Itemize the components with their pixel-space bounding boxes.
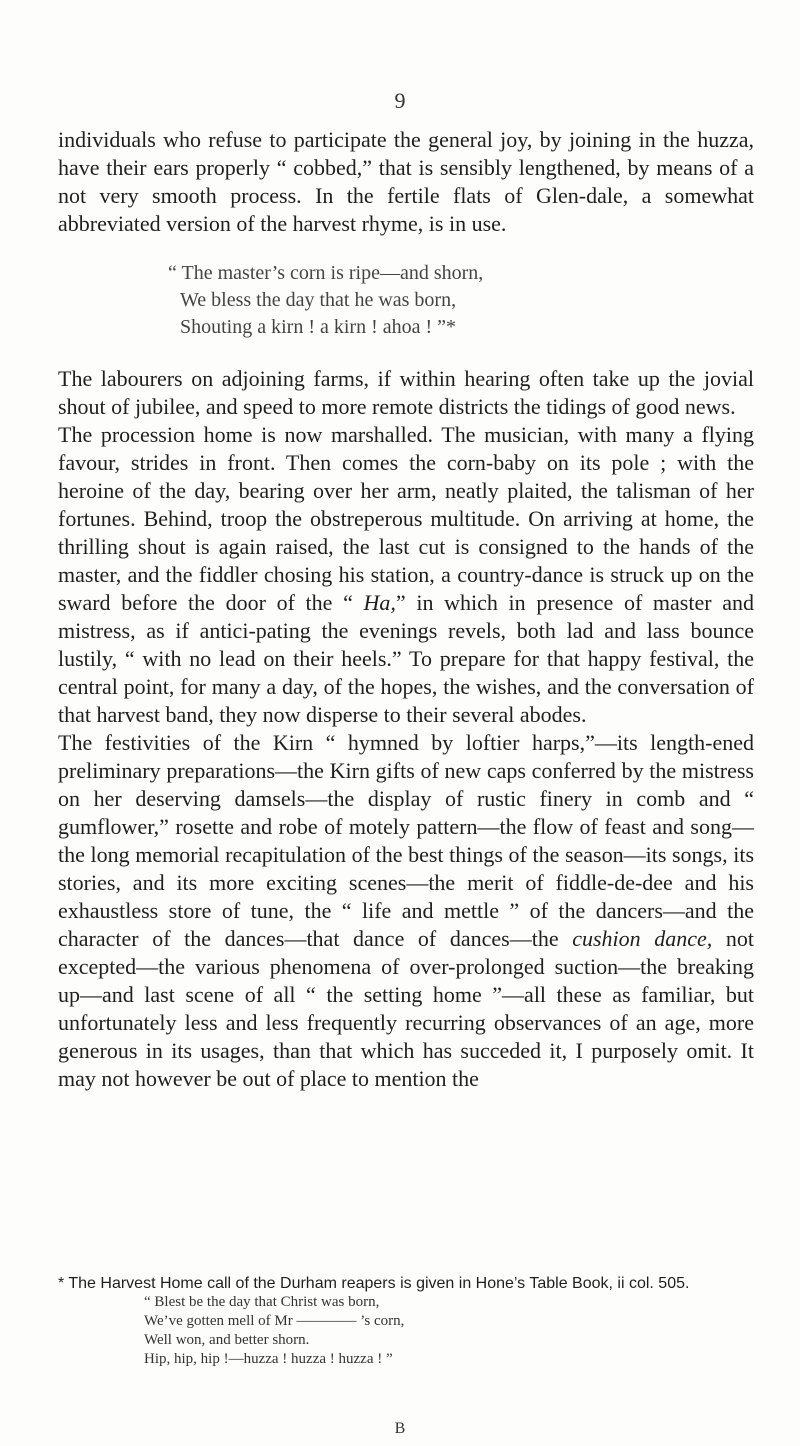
verse-line-3: Shouting a kirn ! a kirn ! ahoa ! ”* (180, 316, 457, 338)
paragraph-4-start: The festivities of the Kirn “ hymned by loftier harps,”—its length-ened preliminary preparations—the Kirn gifts of new caps conferred by the mistress on her deserving damsels—the display of rustic finery in comb and “ gumflower,” rosette and robe of motely pattern—the flow of feast and song—the long memorial recapitulation of the best things of the season—its songs, its stories, and its more exciting scenes—the merit of fiddle-de-dee and his exhaustless store of tune, the “ life and mettle ” of the dancers—and the character of the dances—that dance of dances—the (58, 730, 754, 951)
footnote-verse-line-2: We’ve gotten mell of Mr ———— ’s corn, (144, 1313, 405, 1329)
paragraph-1: individuals who refuse to participate the general joy, by joining in the huzza, have their ears properly “ cobbed,” that is sensibly lengthened, by means of a not very smooth process. In the fertile flats of Glen-dale, a somewhat abbreviated version of the harvest rhyme, is in use. (58, 127, 754, 236)
cushion-dance: cushion dance, (572, 926, 713, 951)
footnote-text: * The Harvest Home call of the Durham reapers is given in Hone’s Table Book, ii col. 505. (58, 1275, 690, 1292)
footnote-verse-line-1: “ Blest be the day that Christ was born, (144, 1294, 380, 1310)
page-number: 9 (394, 88, 406, 113)
paragraph-3-start: The procession home is now marshalled. The musician, with many a flying favour, strides in front. Then comes the corn-baby on its pole ; with the heroine of the day, bearing over her arm, neatly plaited, the talisman of her fortunes. Behind, troop the obstreperous multitude. On arriving at home, the thrilling shout is again raised, the last cut is consigned to the hands of the master, and the fiddler chosing his station, a country-dance is struck up on the sward before the door of the (58, 422, 754, 615)
footnote (58, 1274, 754, 1369)
footnote-verse (144, 1293, 754, 1369)
footnote-verse-line-4: Hip, hip, hip !—huzza ! huzza ! huzza ! ” (144, 1351, 393, 1367)
verse-line-1: “ The master’s corn is ripe—and shorn, (168, 262, 484, 284)
paragraph-4-end: not excepted—the various phenomena of over-prolonged suction—the breaking up—and last scene of all “ the setting home ”—all these as familiar, but unfortunately less and less frequently recurring observances of an age, more generous in its usages, than that which has succeded it, I purposely omit. It may not however be out of place to mention the (58, 926, 755, 1091)
paragraph-4 (58, 729, 754, 1093)
paragraph-3: The procession home is now marshalled. The musician, with many a flying favour, strides in front. Then comes the corn-baby on its pole ; with the heroine of the day, bearing over her arm, neatly plaited, the talisman of her fortunes. Behind, troop the obstreperous multitude. On arriving at home, the thrilling shout is again raised, the last cut is consigned to the hands of the master, and the fiddler chosing his station, a country-dance is struck up on the sward before the door of the “ Ha,” in which in presence of master and mistress, as if antici-pating the evenings revels, both lad and lass bounce lustily, “ with no lead on their heels.” To prepare for that happy festival, the central point, for many a day, of the hopes, the wishes, and the conversation of that harvest band, they now disperse to their several abodes. (58, 422, 754, 727)
signature-mark: B (394, 1420, 406, 1437)
body-text (58, 126, 754, 1093)
verse-line-2: We bless the day that he was born, (180, 289, 457, 311)
paragraph-3-rest: in which in presence of master and mistress, as if antici-pating the evenings revels, both lad and lass bounce lustily, “ with no lead on their heels.” To prepare for that happy festival, the central point, for many a day, of the hopes, the wishes, and the conversation of that harvest band, they now disperse to their several abodes. (58, 590, 754, 727)
footnote-verse-line-3: Well won, and better shorn. (144, 1332, 310, 1348)
harvest-rhyme (168, 260, 754, 341)
paragraph-2: The labourers on adjoining farms, if within hearing often take up the jovial shout of jubilee, and speed to more remote districts the tidings of good news. (58, 366, 754, 419)
ha-word: Ha, (363, 590, 396, 615)
